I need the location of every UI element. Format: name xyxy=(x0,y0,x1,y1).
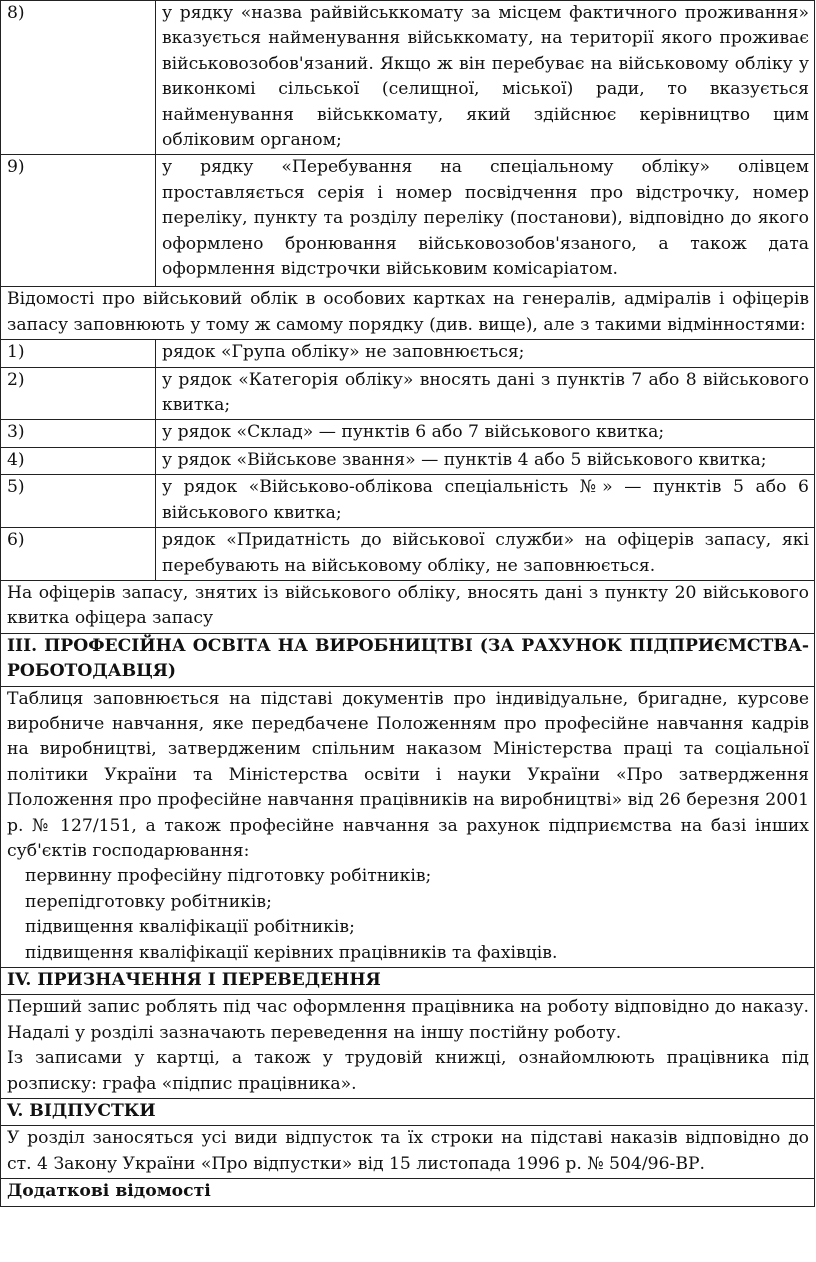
additional-info-heading: Додаткові відомості xyxy=(1,1179,815,1207)
table-row xyxy=(1,340,815,367)
row-number: 2) xyxy=(1,367,156,420)
section-3-heading: III. ПРОФЕСІЙНА ОСВІТА НА ВИРОБНИЦТВІ (ЗА РАХУНОК ПІДПРИЄМСТВА-РОБОТОДАВЦЯ) xyxy=(1,633,815,686)
row-text: у рядок «Склад» — пунктів 6 або 7 військового квитка; xyxy=(156,420,815,447)
generals-intro: Відомості про військовий облік в особових картках на генералів, адміралів і офіцерів запасу заповнюють у тому ж самому порядку (див. вище), але з такими відмінностями: xyxy=(1,287,815,340)
table-row xyxy=(1,475,815,528)
table-row xyxy=(1,995,815,1099)
row-number: 6) xyxy=(1,528,156,581)
list-item: перепідготовку робітників; xyxy=(25,891,272,912)
row-number: 3) xyxy=(1,420,156,447)
row-number: 9) xyxy=(1,155,156,287)
section-3-body xyxy=(1,686,815,967)
row-text: у рядку «назва райвійськкомату за місцем фактичного проживання» вказується найменування військкомату, на території якого проживає військовозобов'язаний. Якщо ж він перебуває на військовому обліку у виконкомі сільської (селищної, міської) ради, то вказується найменування військкомату, який здійснює керівництво цим обліковим органом; xyxy=(156,1,815,155)
table-row xyxy=(1,1126,815,1179)
list-item: первинну професійну підготовку робітників; xyxy=(25,866,432,887)
table-row xyxy=(1,287,815,340)
table-row xyxy=(1,580,815,633)
section-4-heading: IV. ПРИЗНАЧЕННЯ І ПЕРЕВЕДЕННЯ xyxy=(1,968,815,995)
row-number: 1) xyxy=(1,340,156,367)
table-row xyxy=(1,633,815,686)
row-text: у рядок «Категорія обліку» вносять дані з пунктів 7 або 8 військового квитка; xyxy=(156,367,815,420)
section-4-body xyxy=(1,995,815,1099)
table-row xyxy=(1,528,815,581)
row-text: у рядку «Перебування на спеціальному обліку» олівцем проставляється серія і номер посвідчення про відстрочку, номер переліку, пункту та розділу переліку (постанови), відповідно до якого оформлено бронювання військовозобов'язаного, а також дата оформлення відстрочки військовим комісаріатом. xyxy=(156,155,815,287)
row-text: рядок «Придатність до військової служби» на офіцерів запасу, які перебувають на військовому обліку, не заповнюється. xyxy=(156,528,815,581)
table-row xyxy=(1,447,815,474)
table-row xyxy=(1,155,815,287)
row-number: 4) xyxy=(1,447,156,474)
section-4-text-2: Із записами у картці, а також у трудовій книжці, ознайомлюють працівника під розписку: графа «підпис працівника». xyxy=(7,1048,809,1094)
row-number: 8) xyxy=(1,1,156,155)
table-row xyxy=(1,968,815,995)
table-row xyxy=(1,1,815,155)
section-3-text: Таблиця заповнюється на підставі документів про індивідуальне, бригадне, курсове виробниче навчання, яке передбачене Положенням про професійне навчання кадрів на виробництві, затвердженим спільним наказом Міністерства праці та соціальної політики України та Міністерства освіти і науки України «Про затвердження Положення про професійне навчання працівників на виробництві» від 26 березня 2001 р. № 127/151, а також професійне навчання за рахунок підприємства на базі інших суб'єктів господарювання: xyxy=(7,688,809,861)
table-row xyxy=(1,686,815,967)
section-4-text-1: Перший запис роблять під час оформлення працівника на роботу відповідно до наказу. Надалі у розділі зазначають переведення на іншу постійну роботу. xyxy=(7,997,809,1043)
table-row xyxy=(1,367,815,420)
section-5-text: У розділ заносяться усі види відпусток та їх строки на підставі наказів відповідно до ст. 4 Закону України «Про відпустки» від 15 листопада 1996 р. № 504/96-ВР. xyxy=(1,1126,815,1179)
table-row xyxy=(1,1179,815,1207)
list-item: підвищення кваліфікації керівних працівників та фахівців. xyxy=(25,942,558,963)
section-5-heading: V. ВІДПУСТКИ xyxy=(1,1099,815,1126)
list-item: підвищення кваліфікації робітників; xyxy=(25,917,355,938)
row-number: 5) xyxy=(1,475,156,528)
table-row xyxy=(1,1099,815,1126)
removed-officers-note: На офіцерів запасу, знятих із військового обліку, вносять дані з пункту 20 військового квитка офіцера запасу xyxy=(1,580,815,633)
row-text: рядок «Група обліку» не заповнюється; xyxy=(156,340,815,367)
row-text: у рядок «Військово-облікова спеціальність №» — пунктів 5 або 6 військового квитка; xyxy=(156,475,815,528)
row-text: у рядок «Військове звання» — пунктів 4 або 5 військового квитка; xyxy=(156,447,815,474)
table-row xyxy=(1,420,815,447)
